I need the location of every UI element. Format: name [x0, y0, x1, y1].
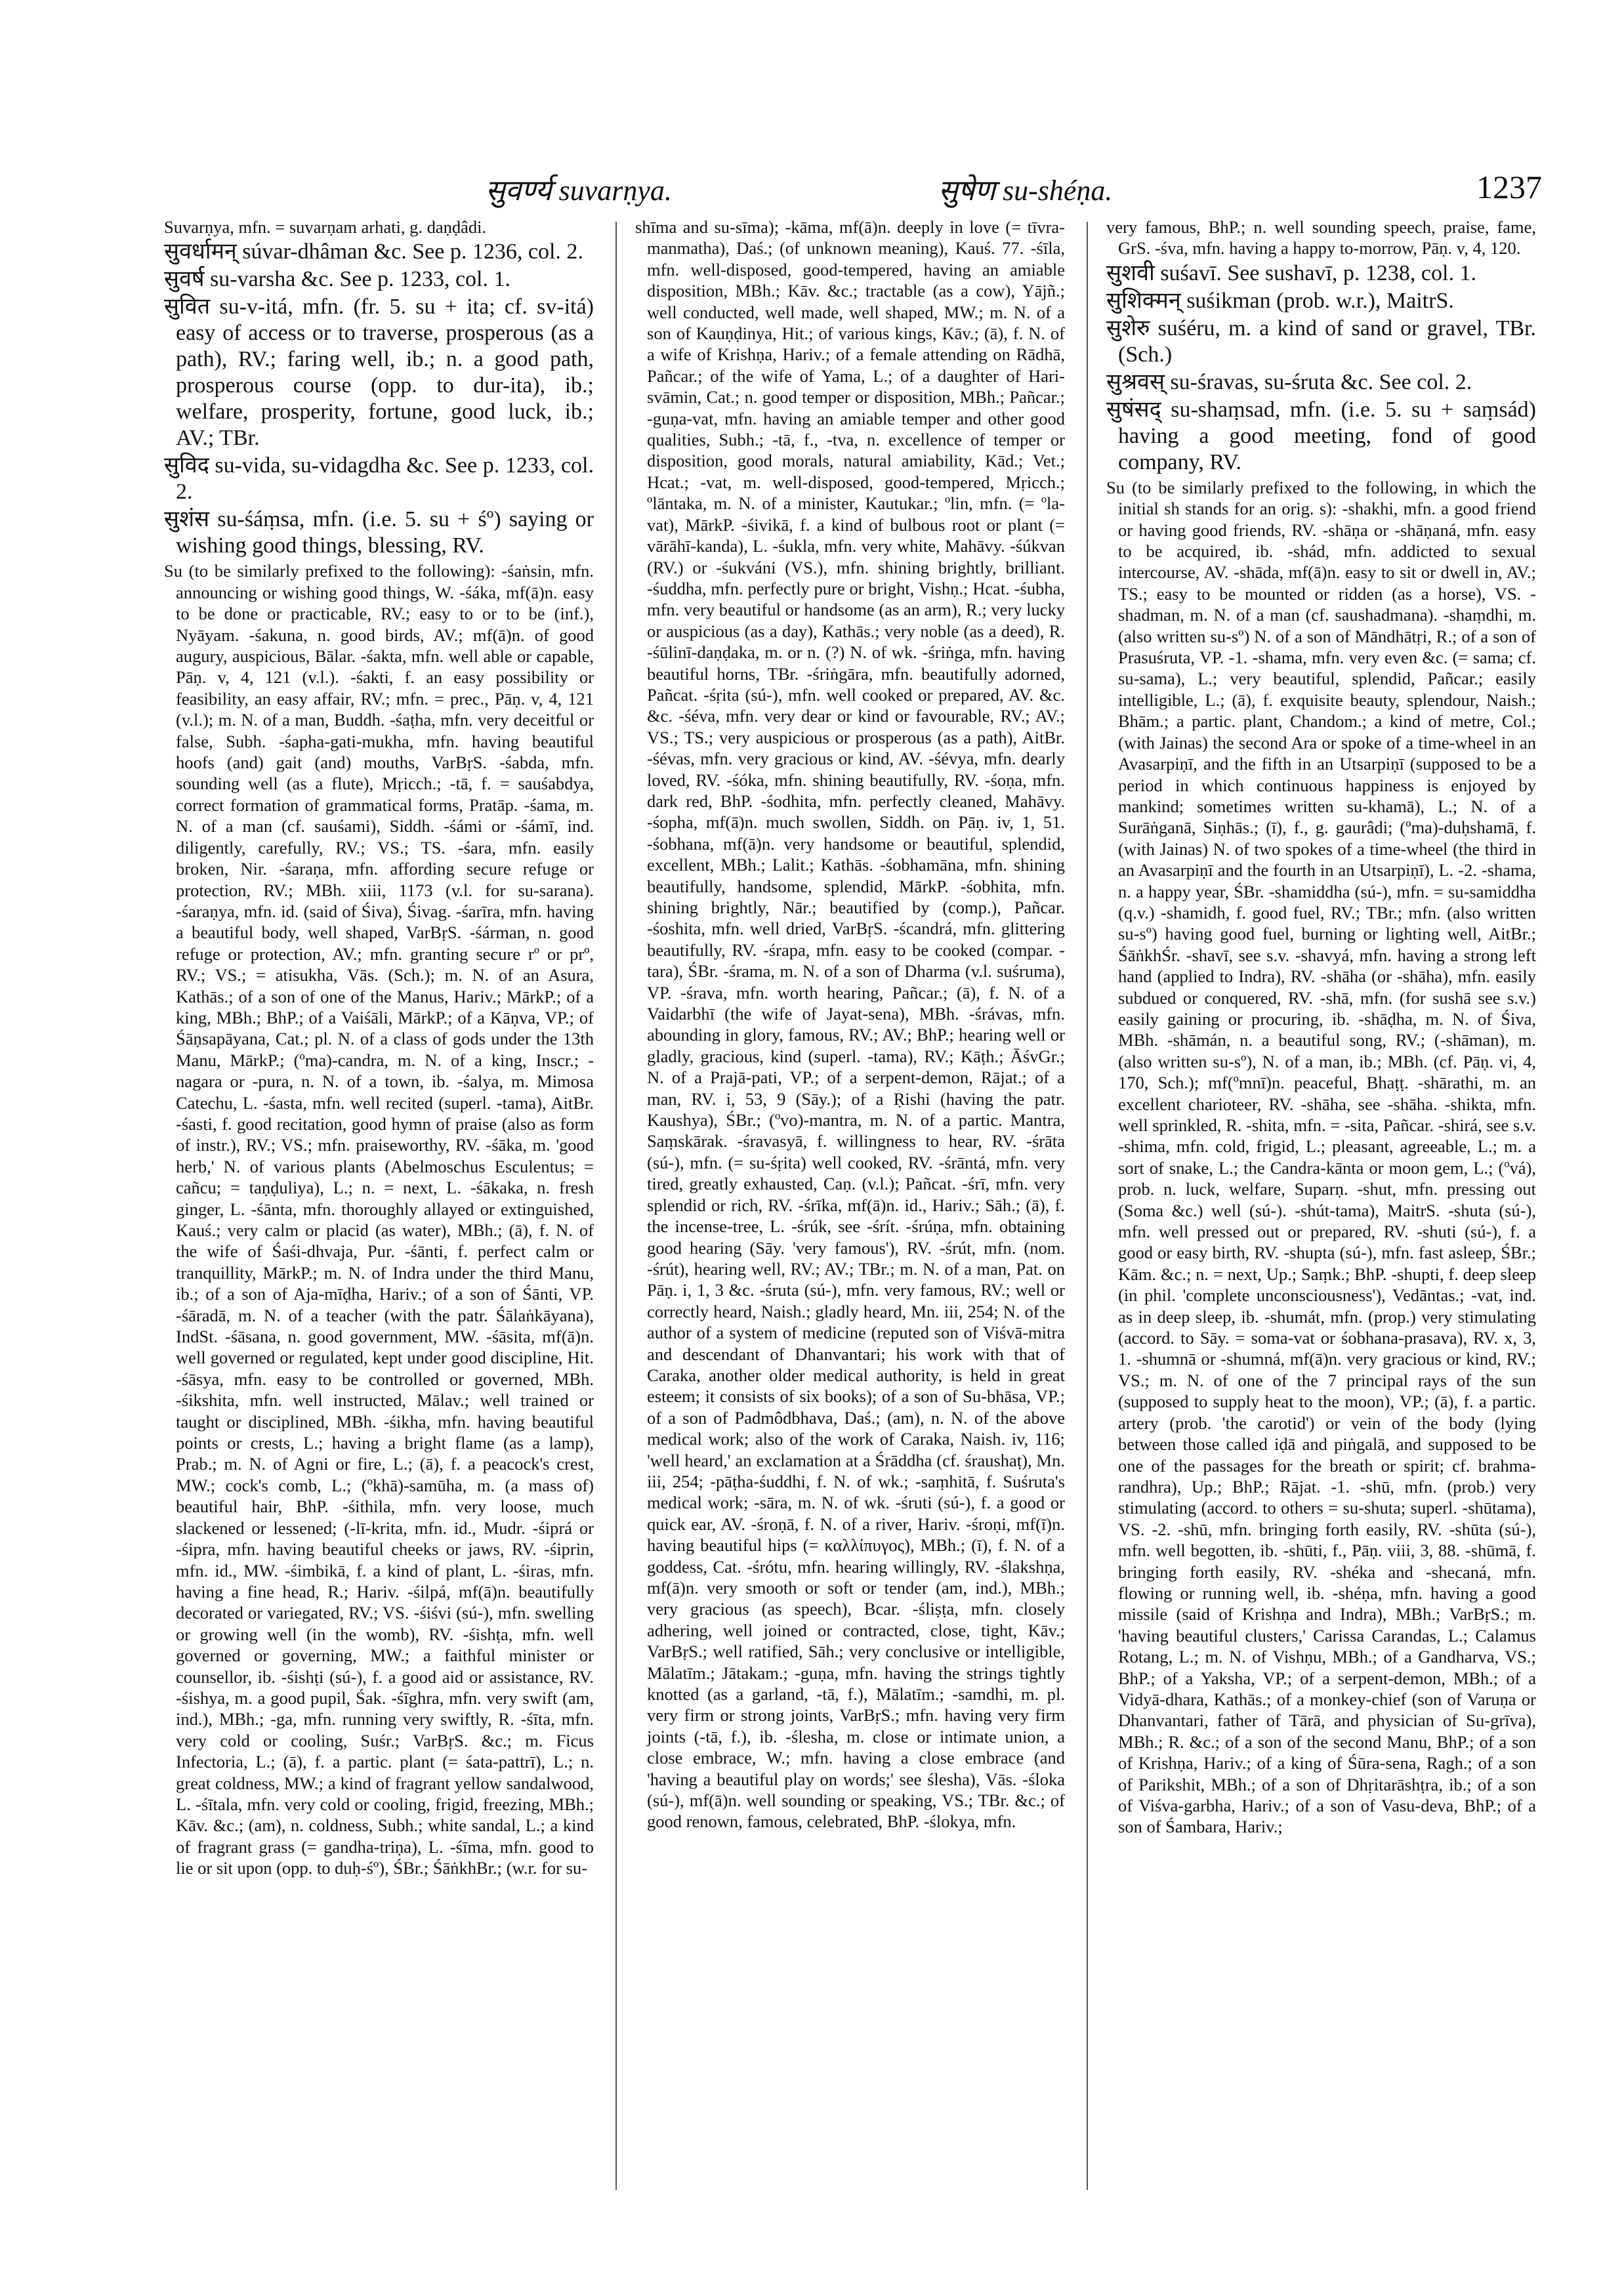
column-divider: [615, 222, 617, 2190]
dictionary-entry: Su (to be similarly prefixed to the following): -śaṅsin, mfn. announcing or wishing good things, W. -śáka, mf(ā)n. easy to be done or practicable, RV.; easy to or to be (inf.), Nyāyam. -śakuna, n. good birds, AV.; mf(ā)n. of good augury, auspicious, Bālar. -śakta, mfn. well able or capable, Pāṇ. v, 4, 121 (v.l.). -śakti, f. an easy possibility or feasibility, an easy affair, RV.; mfn. = prec., Pāṇ. v, 4, 121 (v.l.); m. N. of a man, Buddh. -śaṭha, mfn. very deceitful or false, Subh. -śapha-gati-mukha, mfn. having beautiful hoofs (and) gait (and) mouths, VarBṛS. -śabda, mfn. sounding well (as a flute), Mṛicch.; -tā, f. = sauśabdya, correct formation of grammatical forms, Pratāp. -śama, m. N. of a man (cf. sauśami), Siddh. -śámi or -śámī, ind. diligently, carefully, RV.; VS.; TS. -śara, mfn. easily broken, Nir. -śaraṇa, mfn. affording secure refuge or protection, RV.; MBh. xiii, 1173 (v.l. for su-sarana). -śaraṇya, mfn. id. (said of Śiva), Śivag. -śarīra, mfn. having a beautiful body, well shaped, VarBṛS. -śárman, n. good refuge or protection, AV.; mfn. granting secure rº or prº, RV.; VS.; = atisukha, Vās. (Sch.); m. N. of an Asura, Kathās.; of a son of one of the Manus, Hariv.; MārkP.; of a king, MBh.; BhP.; of a Vaiśāli, MārkP.; of a Kāṇva, VP.; of Śāṇsapāyana, Cat.; pl. N. of a class of gods under the 13th Manu, MārkP.; (ºma)-candra, m. N. of a king, Inscr.; -nagara or -pura, n. N. of a town, ib. -śalya, m. Mimosa Catechu, L. -śasta, mfn. well recited (superl. -tama), AitBr. -śasti, f. good recitation, good hymn of praise (also as form of instr.), RV.; VS.; mfn. praiseworthy, RV. -śāka, m. 'good herb,' N. of various plants (Abelmoschus Esculentus; = cañcu; = taṇḍuliya), L.; n. = next, L. -śākaka, n. fresh ginger, L. -śānta, mfn. thoroughly allayed or extinguished, Kauś.; very calm or placid (as water), MBh.; (ā), f. N. of the wife of Śaśi-dhvaja, Pur. -śānti, f. perfect calm or tranquillity, MārkP.; m. N. of Indra under the third Manu, ib.; of a son of Aja-mīḍha, Hariv.; of a son of Śānti, VP. -śāradā, m. N. of a teacher (with the patr. Śālaṅkāyana), IndSt. -śāsana, n. good government, MW. -śāsita, mf(ā)n. well governed or regulated, kept under good discipline, Hit. -śāsya, mfn. easy to be controlled or governed, MBh. -śikshita, mfn. well instructed, Mālav.; well trained or taught or disciplined, MBh. -śikha, mfn. having beautiful points or crests, L.; having a bright flame (as a lamp), Prab.; m. N. of Agni or fire, L.; (ā), f. a peacock's crest, MW.; cock's comb, L.; (ºkhā)-samūha, m. (a mass of) beautiful hair, BhP. -śithila, mfn. very loose, much slackened or lessened; (-lī-krita, mfn. id., Mudr. -śiprá or -śipra, mfn. having beautiful cheeks or jaws, RV. -śiprin, mfn. id., MW. -śimbikā, f. a kind of plant, L. -śiras, mfn. having a fine head, R.; Hariv. -śilpá, mf(ā)n. beautifully decorated or variegated, RV.; VS. -śiśvi (sú-), mfn. swelling or growing well (in the womb), RV. -śishṭa, mfn. well governed or governing, MW.; a faithful minister or counsellor, ib. -śishṭi (sú-), f. a good aid or assistance, RV. -śishya, m. a good pupil, Śak. -śīghra, mfn. very swift (am, ind.), MBh.; -ga, mfn. running very swiftly, R. -śīta, mfn. very cold or cooling, Suśr.; VarBṛS. &c.; m. Ficus Infectoria, L.; (ā), f. a partic. plant (= śata-pattrī), L.; n. great coldness, MW.; a kind of fragrant yellow sandalwood, L. -śītala, mfn. very cold or cooling, frigid, freezing, MBh.; Kāv. &c.; (am), n. coldness, Subh.; white sandal, L.; a kind of fragrant grass (= gandha-triṇa), L. -śīma, mfn. good to lie or sit upon (opp. to duḥ-śº), ŚBr.; ŚāṅkhBr.; (w.r. for su-: [164, 561, 594, 1878]
dictionary-entry: सुशंस su-śáṃsa, mfn. (i.e. 5. su + śº) saying or wishing good things, blessing, RV.: [164, 507, 594, 558]
dictionary-entry: सुशवी suśavī. See sushavī, p. 1238, col. 1.: [1106, 260, 1476, 285]
column-2: [635, 217, 1065, 2224]
dictionary-entry: सुविद su-vida, su-vidagdha &c. See p. 1233, col. 2.: [164, 453, 594, 505]
dictionary-entry: सुवित su-v-itá, mfn. (fr. 5. su + ita; cf. sv-itá) easy of access or to traverse, prosperous (as a path), RV.; faring well, ib.; n. a good path, prosperous course (opp. to dur-ita), ib.; welfare, prosperity, fortune, good luck, ib.; AV.; TBr.: [164, 295, 594, 451]
dictionary-entry: सुवर्धामन् súvar-dhâman &c. See p. 1236, col. 2.: [164, 239, 583, 264]
dictionary-entry: सुशेरु suśéru, m. a kind of sand or gravel, TBr. (Sch.): [1106, 316, 1536, 367]
page-number: 1237: [1476, 169, 1542, 205]
header-center-guideword: सुषेण su-shéṇa.: [938, 175, 1113, 207]
dictionary-entry: सुवर्ष su-varsha &c. See p. 1233, col. 1.: [164, 267, 510, 292]
dictionary-entry: सुशिक्मन् suśikman (prob. w.r.), MaitrS.: [1106, 288, 1454, 313]
column-3: [1106, 217, 1536, 2224]
dictionary-entry: सुषंसद् su-shaṃsad, mfn. (i.e. 5. su + saṃsád) having a good meeting, fond of good company, RV.: [1106, 397, 1536, 474]
dictionary-entry: Su (to be similarly prefixed to the following, in which the initial sh stands for an orig. s): -shakhi, mfn. a good friend or having good friends, RV. -shāṇa or -shāṇaná, mfn. easy to be acquired, ib. -shád, mfn. addicted to sexual intercourse, AV. -shāda, mf(ā)n. easy to sit or dwell in, AV.; TS.; easy to be mounted or ridden (as a horse), VS. -shadman, m. N. of a man (cf. saushadmana). -shaṃdhi, m. (also written su-sº) N. of a son of Māndhātṛi, R.; of a son of Prasuśruta, VP. -1. -shama, mfn. very even &c. (= sama; cf. su-sama), L.; very beautiful, splendid, Pañcar.; easily intelligible, L.; (ā), f. exquisite beauty, splendour, Naish.; Bhām.; a partic. plant, Chandom.; a kind of metre, Col.; (with Jainas) the second Ara or spoke of a time-wheel in an Avasarpiṇī, and the fifth in an Utsarpiṇī (supposed to be a period in which continuous happiness is enjoyed by mankind; sometimes written su-khamā), L.; N. of a Surāṅganā, Siṇhās.; (ī), f., g. gaurâdi; (ºma)-duḥshamā, f. (with Jainas) N. of two spokes of a time-wheel (the third in an Avasarpiṇī and the fourth in an Utsarpiṇī), L. -2. -shama, n. a happy year, ŚBr. -shamiddha (sú-), mfn. = su-samiddha (q.v.) -shamidh, f. good fuel, RV.; TBr.; mfn. (also written su-sº) having good fuel, burning or lighting well, AitBr.; ŚāṅkhŚr. -shavī, see s.v. -shavyá, mfn. having a strong left hand (applied to Indra), RV. -shāha (or -shāha), mfn. easily subdued or conquered, RV. -shā, mfn. (for sushā see s.v.) easily gaining or procuring, ib. -shāḍha, m. N. of Śiva, MBh. -shāmán, n. a beautiful song, RV.; (-shāman), m. (also written su-sº), N. of a man, ib.; MBh. (cf. Pāṇ. vi, 4, 170, Sch.); mf(ºmnī)n. peaceful, Bhaṭṭ. -shārathi, m. an excellent charioteer, RV. -shāha, see -shāha. -shikta, mfn. well sprinkled, R. -shita, mfn. = -sita, Pañcar. -shirá, see s.v. -shima, mfn. cold, frigid, L.; pleasant, agreeable, L.; m. a sort of snake, L.; the Candra-kānta or moon gem, L.; (ºvá), prob. n. luck, welfare, Suparṇ. -shut, mfn. pressing out (Soma &c.) well (sú-). -shút-tama), MaitrS. -shuta (sú-), mfn. well pressed out or prepared, RV. -shuti (sú-), f. a good or easy birth, RV. -shupta (sú-), mfn. fast asleep, ŚBr.; Kām. &c.; n. = next, Up.; Saṃk.; BhP. -shupti, f. deep sleep (in phil. 'complete unconsciousness'), Vedāntas.; -vat, ind. as in deep sleep, ib. -shumát, mfn. (prop.) very stimulating (accord. to Sāy. = soma-vat or śobhana-prasava), RV. x, 3, 1. -shumnā or -shumná, mf(ā)n. very gracious or kind, RV.; VS.; m. N. of one of the 7 principal rays of the sun (supposed to supply heat to the moon), VP.; (ā), f. a partic. artery (prob. 'the carotid') or vein of the body (lying between those called iḍā and piṅgalā, and supposed to be one of the passages for the breath or spirit; cf. brahma-randhra), Up.; BhP.; Rājat. -1. -shū, mfn. (prob.) very stimulating (accord. to others = su-shuta; superl. -shūtama), VS. -2. -shū, mfn. bringing forth easily, RV. -shūta (sú-), mfn. well begotten, ib. -shūti, f., Pāṇ. viii, 3, 88. -shūmā, f. bringing forth easily, RV. -shéka and -shecaná, mfn. flowing or running well, ib. -shéṇa, mfn. having a good missile (said of Krishṇa and Indra), MBh.; VarBṛS.; m. 'having beautiful clusters,' Carissa Carandas, L.; Calamus Rotang, L.; m. N. of Vishṇu, MBh.; of a Gandharva, VS.; BhP.; of a Yaksha, VP.; of a serpent-demon, MBh.; of a Vidyā-dhara, Kathās.; of a monkey-chief (son of Varuṇa or Dhanvantari, father of Tārā, and physician of Su-grīva), MBh.; R. &c.; of a son of the second Manu, BhP.; of a son of Krishṇa, Hariv.; of a king of Śūra-sena, Ragh.; of a son of Parikshit, MBh.; of a son of Dhṛitarāshṭra, ib.; of a son of Viśva-garbha, Hariv.; of a son of Vasu-deva, BhP.; of a son of Śambara, Hariv.;: [1106, 477, 1536, 1837]
dictionary-entry: Suvarṇya, mfn. = suvarṇam arhati, g. daṇḍâdi.: [164, 217, 487, 237]
dictionary-entry: shīma and su-sīma); -kāma, mf(ā)n. deeply in love (= tīvra-manmatha), Daś.; (of unknown meaning), Kauś. 77. -śīla, mfn. well-disposed, good-tempered, having an amiable disposition, MBh.; Kāv. &c.; tractable (as a cow), Yājñ.; well conducted, well made, well shaped, MW.; m. N. of a son of Kauṇḍinya, Hit.; of various kings, Kāv.; (ā), f. N. of a wife of Krishṇa, Hariv.; of a female attending on Rādhā, Pañcar.; of the wife of Yama, L.; of a daughter of Hari-svāmin, Cat.; n. good temper or disposition, MBh.; Pañcar.; -guṇa-vat, mfn. having an amiable temper and other good qualities, Subh.; -tā, f., -tva, n. excellence of temper or disposition, good morals, natural amiability, Kād.; Vet.; Hcat.; -vat, m. well-disposed, good-tempered, Mṛicch.; ºlāntaka, m. N. of a minister, Kautukar.; ºlin, mfn. (= ºla-vat), MārkP. -śivikā, f. a kind of bulbous root or plant (= vārāhī-kanda), L. -śukla, mfn. very white, Mahāvy. -śúkvan (RV.) or -śukváni (VS.), mfn. shining brightly, brilliant. -śuddha, mfn. perfectly pure or bright, Vishṇ.; Hcat. -śubha, mfn. very beautiful or handsome (as an arm), R.; very lucky or auspicious (as a day), Kathās.; very noble (as a deed), R. -śūlinī-daṇḍaka, m. or n. (?) N. of wk. -śriṅga, mfn. having beautiful horns, TBr. -śriṅgāra, mfn. beautifully adorned, Pañcat. -śṛita (sú-), mfn. well cooked or prepared, AV. &c. &c. -śéva, mfn. very dear or kind or favourable, RV.; AV.; VS.; TS.; very auspicious or prosperous (as a path), AitBr. -śévas, mfn. very gracious or kind, AV. -śévya, mfn. dearly loved, RV. -śóka, mfn. shining beautifully, RV. -śoṇa, mfn. dark red, BhP. -śodhita, mfn. perfectly cleaned, Mahāvy. -śopha, mf(ā)n. much swollen, Siddh. on Pāṇ. iv, 1, 51. -śobhana, mf(ā)n. very handsome or beautiful, splendid, excellent, MBh.; Lalit.; Kathās. -śobhamāna, mfn. shining beautifully, handsome, splendid, MārkP. -śobhita, mfn. shining brightly, Nār.; beautified by (comp.), Pañcar. -śoshita, mfn. well dried, VarBṛS. -ścandrá, mfn. glittering beautifully, RV. -śrapa, mfn. easy to be cooked (compar. -tara), ŚBr. -śrama, m. N. of a son of Dharma (v.l. suśruma), VP. -śrava, mfn. worth hearing, Pañcar.; (ā), f. N. of a Vaidarbhī (the wife of Jayat-sena), MBh. -śrávas, mfn. abounding in glory, famous, RV.; AV.; BhP.; hearing well or gladly, gracious, kind (superl. -tama), RV.; Kāṭh.; ĀśvGr.; N. of a Prajā-pati, VP.; of a serpent-demon, Rājat.; of a man, RV. i, 53, 9 (Sāy.); of a Ṛishi (having the patr. Kaushya), ŚBr.; (ºvo)-mantra, m. N. of a partic. Mantra, Saṃskārak. -śravasyā, f. willingness to hear, RV. -śrāta (sú-), mfn. (= su-śṛita) well cooked, RV. -śrāntá, mfn. very tired, greatly exhausted, Caṇ. (v.l.); Pañcat. -śrī, mfn. very splendid or rich, RV. -śrīka, mf(ā)n. id., Hariv.; Sāh.; (ā), f. the incense-tree, L. -śrúk, see -śrít. -śrúṇa, mfn. obtaining good hearing (Sāy. 'very famous'), RV. -śrút, mfn. (nom. -śrút), hearing well, RV.; AV.; TBr.; m. N. of a man, Pat. on Pāṇ. i, 1, 3 &c. -śruta (sú-), mfn. very famous, RV.; well or correctly heard, Naish.; gladly heard, Mn. iii, 254; N. of the author of a system of medicine (reputed son of Viśvā-mitra and descendant of Dhanvantari; his work with that of Caraka, another older medical authority, is held in great esteem; it consists of six books); of a son of Su-bhāsa, VP.; of a son of Padmôdbhava, Daś.; (am), n. N. of the above medical work; also of the work of Caraka, Naish. iv, 116; 'well heard,' an exclamation at a Śrāddha (cf. śraushaṭ), Mn. iii, 254; -pāṭha-śuddhi, f. N. of wk.; -saṃhitā, f. Suśruta's medical work; -sāra, m. N. of wk. -śruti (sú-), f. a good or quick ear, AV. -śroṇā, f. N. of a river, Hariv. -śroṇi, mf(ī)n. having beautiful hips (= καλλίπυγος), MBh.; (ī), f. N. of a goddess, Cat. -śrótu, mfn. hearing willingly, RV. -ślakshṇa, mf(ā)n. very smooth or soft or tender (am, ind.), MBh.; very gracious (as speech), Bcar. -śliṣṭa, mfn. closely adhering, well joined or contracted, close, tight, Kāv.; VarBṛS.; well ratified, Sāh.; very conclusive or intelligible, Mālatīm.; Jātakam.; -guṇa, mfn. having the strings tightly knotted (as a garland, -tā, f.), Mālatīm.; -samdhi, m. pl. very firm or strong joints, VarBṛS.; mfn. having very firm joints (-tā, f.), ib. -ślesha, m. close or intimate union, a close embrace, W.; mfn. having a close embrace (and 'having a beautiful play on words;' see ślesha), Vās. -śloka (sú-), mf(ā)n. well sounding or speaking, VS.; TBr. &c.; of good renown, famous, celebrated, BhP. -ślokya, mfn.: [635, 217, 1065, 1832]
text-columns: [164, 217, 1542, 2224]
dictionary-entry: सुश्रवस् su-śravas, su-śruta &c. See col. 2.: [1106, 369, 1472, 394]
column-1: [164, 217, 594, 2224]
running-head: [157, 169, 1542, 215]
dictionary-entry: very famous, BhP.; n. well sounding speech, praise, fame, GrS. -śva, mfn. having a happy to-morrow, Pāṇ. v, 4, 120.: [1106, 217, 1536, 258]
header-left-guideword: सुवर्ण्य suvarṇya.: [486, 175, 672, 207]
column-divider: [1087, 222, 1088, 2190]
